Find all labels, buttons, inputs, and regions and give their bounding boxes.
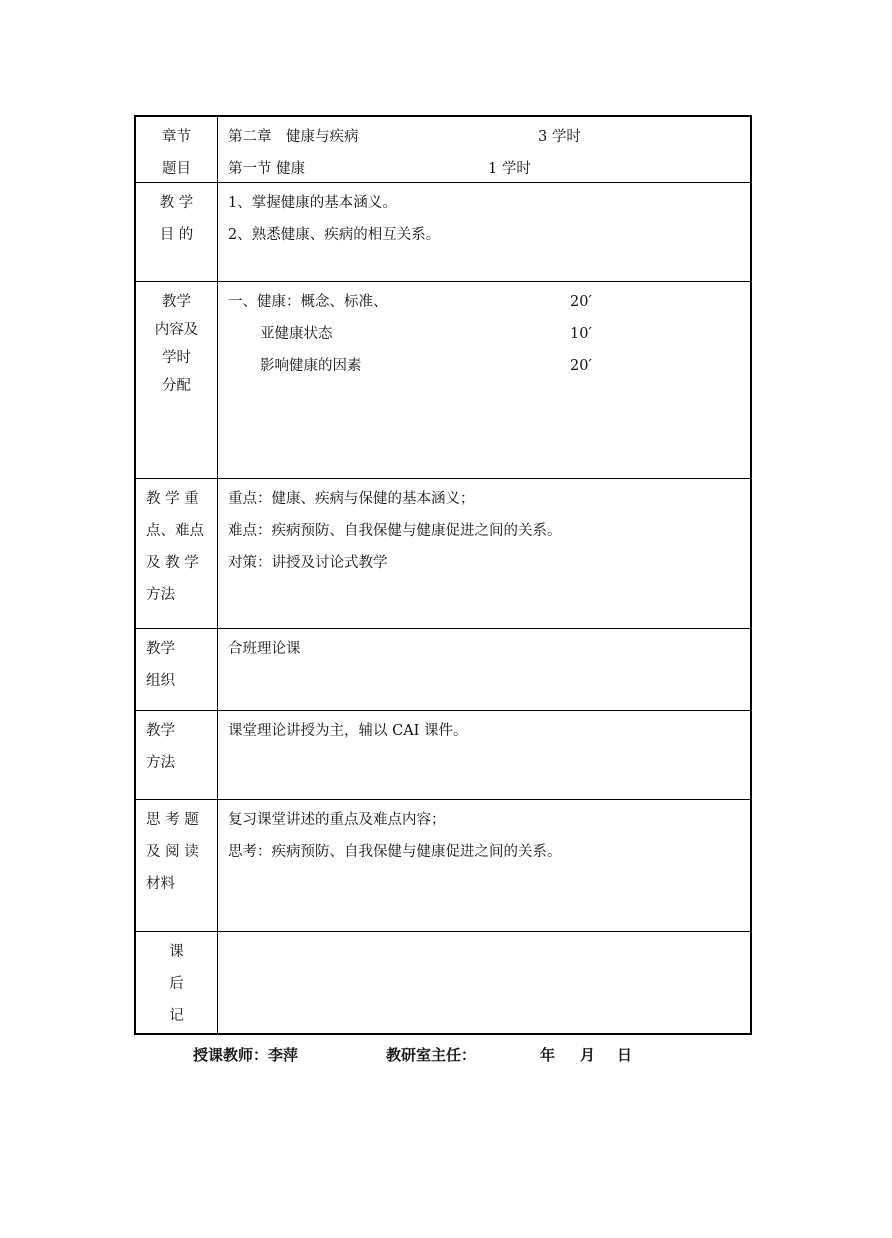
method-label-line: 方法	[146, 755, 175, 771]
content-label-line: 分配	[162, 378, 191, 394]
content-item-text: 亚健康状态	[260, 326, 333, 342]
method-text: 课堂理论讲授为主，辅以 CAI 课件。	[228, 723, 468, 739]
organization-row	[136, 629, 750, 711]
objectives-row	[136, 183, 750, 282]
key-point-item: 难点：疾病预防、自我保健与健康促进之间的关系。	[228, 523, 562, 539]
content-item-text: 一、健康：概念、标准、	[228, 294, 388, 310]
reading-row	[136, 800, 750, 932]
content-item-text: 影响健康的因素	[260, 358, 362, 374]
chapter-row	[136, 117, 750, 183]
reading-item: 复习课堂讲述的重点及难点内容；	[228, 812, 446, 828]
year-label: 年	[540, 1046, 556, 1064]
month-label: 月	[580, 1046, 596, 1064]
section-hours: 1 学时	[488, 161, 531, 177]
content-row	[136, 282, 750, 479]
reading-item: 思考：疾病预防、自我保健与健康促进之间的关系。	[228, 844, 562, 860]
topic-label: 题目	[162, 161, 191, 177]
key-point-item: 对策：讲授及讨论式教学	[228, 555, 388, 571]
teacher-signature: 授课教师：李萍	[193, 1046, 299, 1064]
notes-label-line: 课	[169, 944, 184, 960]
organization-label-line: 教学	[146, 641, 175, 657]
section-title: 第一节 健康	[228, 161, 306, 177]
key-point-item: 重点：健康、疾病与保健的基本涵义；	[228, 491, 475, 507]
day-label: 日	[617, 1046, 633, 1064]
notes-label-line: 记	[169, 1008, 184, 1024]
content-item-time: 20′	[570, 294, 592, 310]
content-label-line: 教学	[162, 294, 191, 310]
lesson-plan-table	[134, 115, 752, 1035]
content-item-time: 20′	[570, 358, 592, 374]
organization-text: 合班理论课	[228, 641, 301, 657]
director-signature: 教研室主任：	[386, 1046, 477, 1064]
chapter-hours: 3 学时	[538, 129, 581, 145]
objectives-label-2: 目 的	[159, 227, 194, 243]
content-label-line: 学时	[162, 350, 191, 366]
method-label-line: 教学	[146, 723, 175, 739]
notes-content[interactable]	[218, 932, 750, 1033]
chapter-title: 第二章 健康与疾病	[228, 129, 359, 145]
key-points-label-line: 及 教 学	[146, 555, 199, 571]
objective-item: 2、熟悉健康、疾病的相互关系。	[228, 227, 441, 243]
reading-label-line: 思 考 题	[146, 812, 199, 828]
objective-item: 1、掌握健康的基本涵义。	[228, 195, 397, 211]
reading-label-line: 及 阅 读	[146, 844, 199, 860]
key-points-row	[136, 479, 750, 629]
notes-row	[136, 932, 750, 1033]
key-points-label-line: 教 学 重	[146, 491, 199, 507]
organization-label-line: 组织	[146, 673, 175, 689]
content-label-line: 内容及	[154, 322, 199, 338]
notes-label-line: 后	[169, 976, 184, 992]
key-points-label-line: 点、难点	[146, 523, 204, 539]
objectives-label-1: 教 学	[159, 195, 194, 211]
chapter-label: 章节	[162, 129, 191, 145]
method-row	[136, 711, 750, 800]
content-item-time: 10′	[570, 326, 592, 342]
reading-label-line: 材料	[146, 876, 175, 892]
key-points-label-line: 方法	[146, 587, 175, 603]
